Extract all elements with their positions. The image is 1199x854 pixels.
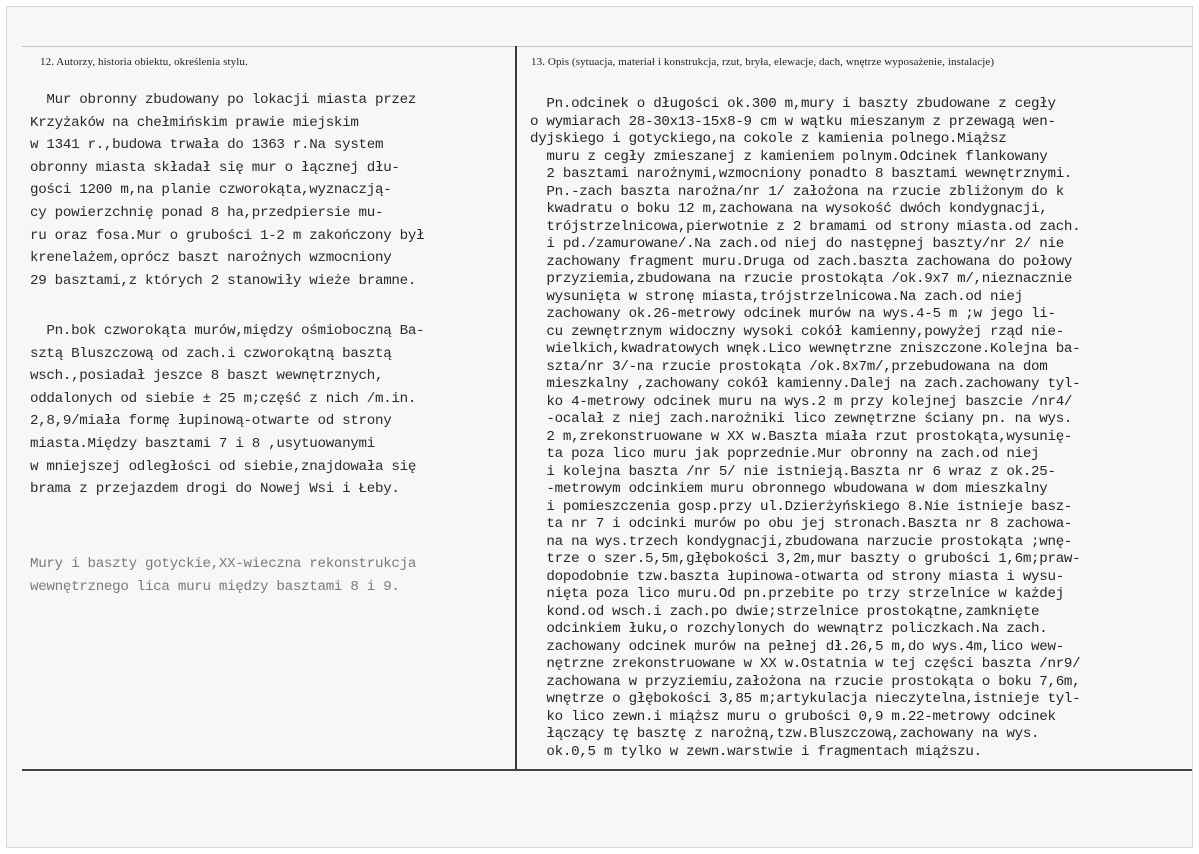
text-line: wnętrze o głębokości 3,85 m;artykulacja nieczytelna,istnieje tyl-	[530, 691, 1081, 707]
text-line: odcinkiem łuku,o rozchylonych do wewnątrz policzkach.Na zach.	[530, 621, 1048, 637]
text-line: szta/nr 3/-na rzucie prostokąta /ok.8x7m/,przebudowana na dom	[530, 358, 1048, 375]
text-line: łączący tę basztę z narożną,tzw.Bluszczową,zachowany na wys.	[530, 726, 1040, 742]
text-line: zachowany ok.26-metrowy odcinek murów na wys.4-5 m ;w jego li-	[530, 306, 1056, 322]
bottom-rule	[22, 769, 1192, 771]
text-line: na na wys.trzech kondygnacji,zbudowana narzucie prostokąta ;wnę-	[530, 533, 1073, 550]
text-line: ko 4-metrowy odcinek muru na wys.2 m przy kolejnej baszcie /nr4/	[530, 393, 1073, 410]
column-divider	[515, 46, 517, 770]
text-line: trze o szer.5,5m,głębokości 3,2m,mur baszty o grubości 1,6m;praw-	[530, 551, 1081, 567]
text-line: ru oraz fosa.Mur o grubości 1-2 m zakończony był	[30, 227, 425, 244]
text-line: mieszkalny ,zachowany cokół kamienny.Dalej na zach.zachowany tyl-	[530, 376, 1081, 392]
text-line: przyziemia,zbudowana na rzucie prostokąta /ok.9x7 m/,nieznacznie	[530, 271, 1073, 287]
text-line: wielkich,kwadratowych wnęk.Lico wewnętrzne zniszczone.Kolejna ba-	[530, 341, 1081, 357]
section-13-header: 13. Opis (sytuacja, materiał i konstrukcja, rzut, bryła, elewacje, dach, wnętrze wyposażenie, instalacje)	[531, 56, 995, 68]
text-line: cu zewnętrznym widoczny wysoki cokół kamienny,powyżej rząd nie-	[530, 323, 1064, 340]
text-line: kwadratu o boku 12 m,zachowana na wysokość dwóch kondygnacji,	[530, 201, 1048, 217]
history-paragraph-1	[30, 92, 510, 295]
text-line: Mury i baszty gotyckie,XX-wieczna rekonstrukcja	[30, 556, 417, 572]
text-line: trójstrzelnicowa,pierwotnie z 2 bramami od strony miasta.od zach.	[530, 218, 1081, 235]
text-line: gości 1200 m,na planie czworokąta,wyznaczją-	[30, 182, 392, 199]
text-line: Krzyżaków na chełmińskim prawie miejskim	[30, 114, 359, 131]
header-divider	[22, 46, 1192, 47]
text-line: -ocalał z niej zach.narożniki lico zewnętrzne ściany pn. na wys.	[530, 411, 1073, 427]
text-line: 2,8,9/miała formę łupinową-otwarte od strony	[30, 413, 392, 430]
text-line: Pn.bok czworokąta murów,między ośmioboczną Ba-	[30, 323, 425, 339]
text-line: wysunięta w stronę miasta,trójstrzelnicowa.Na zach.od niej	[530, 288, 1023, 305]
text-line: dopodobnie tzw.baszta łupinowa-otwarta od strony miasta i wysu-	[530, 568, 1064, 585]
text-line: ta poza lico muru jak poprzednie.Mur obronny na zach.od niej	[530, 446, 1040, 462]
text-line: 2 m,zrekonstruowane w XX w.Baszta miała rzut prostokąta,wysunię-	[530, 428, 1073, 445]
text-line: sztą Bluszczową od zach.i czworokątną basztą	[30, 345, 392, 362]
text-line: i kolejna baszta /nr 5/ nie istnieją.Baszta nr 6 wraz z ok.25-	[530, 463, 1056, 480]
text-line: i pomieszczenia gosp.przy ul.Dzierżyńskiego 8.Nie istnieje basz-	[530, 498, 1073, 515]
text-line: nętrzne zrekonstruowane w XX w.Ostatnia w tej części baszta /nr9/	[530, 656, 1081, 672]
text-line: nięta poza lico muru.Od pn.przebite po trzy strzelnice w każdej	[530, 586, 1064, 602]
text-line: miasta.Między basztami 7 i 8 ,usytuowanymi	[30, 435, 375, 452]
text-line: zachowany odcinek murów na pełnej dł.26,5 m,do wys.4m,lico wew-	[530, 638, 1064, 655]
text-line: ok.0,5 m tylko w zewn.warstwie i fragmentach miąższu.	[530, 743, 982, 760]
style-note	[30, 556, 510, 601]
text-line: Pn.odcinek o długości ok.300 m,mury i baszty zbudowane z cegły	[530, 96, 1056, 112]
text-line: i pd./zamurowane/.Na zach.od niej do następnej baszty/nr 2/ nie	[530, 236, 1064, 252]
text-line: 29 basztami,z których 2 stanowiły wieże bramne.	[30, 272, 417, 289]
text-line: zachowany fragment muru.Druga od zach.baszta zachowana do połowy	[530, 253, 1073, 270]
text-line: o wymiarach 28-30x13-15x8-9 cm w wątku mieszanym z przewagą wen-	[530, 113, 1056, 130]
text-line: muru z cegły zmieszanej z kamieniem polnym.Odcinek flankowany	[530, 148, 1048, 165]
section-12-header: 12. Autorzy, historia obiektu, określenia stylu.	[40, 56, 248, 68]
history-paragraph-2	[30, 323, 510, 504]
text-line: cy powierzchnię ponad 8 ha,przedpiersie mu-	[30, 204, 384, 221]
text-line: w mniejszej odległości od siebie,znajdowała się	[30, 458, 417, 475]
text-line: brama z przejazdem drogi do Nowej Wsi i Łeby.	[30, 481, 400, 498]
text-line: wewnętrznego lica muru między basztami 8 i 9.	[30, 578, 400, 595]
text-line: 2 basztami narożnymi,wzmocniony ponadto 8 basztami wewnętrznymi.	[530, 166, 1073, 182]
text-line: -metrowym odcinkiem muru obronnego wbudowana w dom mieszkalny	[530, 481, 1048, 497]
text-line: krenelażem,oprócz baszt narożnych wzmocniony	[30, 250, 392, 267]
text-line: dyjskiego i gotyckiego,na cokole z kamienia polnego.Miąższ	[530, 131, 1007, 147]
text-line: obronny miasta składał się mur o łącznej dłu-	[30, 159, 400, 176]
text-line: kond.od wsch.i zach.po dwie;strzelnice prostokątne,zamknięte	[530, 603, 1040, 620]
text-line: ta nr 7 i odcinki murów po obu jej stronach.Baszta nr 8 zachowa-	[530, 516, 1073, 532]
text-line: wsch.,posiadał jeszce 8 baszt wewnętrznych,	[30, 368, 384, 385]
text-line: ko lico zewn.i miąższ muru o grubości 0,9 m.22-metrowy odcinek	[530, 708, 1056, 725]
text-line: Pn.-zach baszta narożna/nr 1/ założona na rzucie zbliżonym do k	[530, 183, 1064, 200]
description-paragraph	[530, 96, 1190, 761]
text-line: Mur obronny zbudowany po lokacji miasta przez	[30, 92, 417, 108]
text-line: w 1341 r.,budowa trwała do 1363 r.Na system	[30, 137, 384, 154]
text-line: zachowana w przyziemiu,założona na rzucie prostokąta o boku 7,6m,	[530, 673, 1081, 690]
text-line: oddalonych od siebie ± 25 m;część z nich /m.in.	[30, 390, 417, 407]
